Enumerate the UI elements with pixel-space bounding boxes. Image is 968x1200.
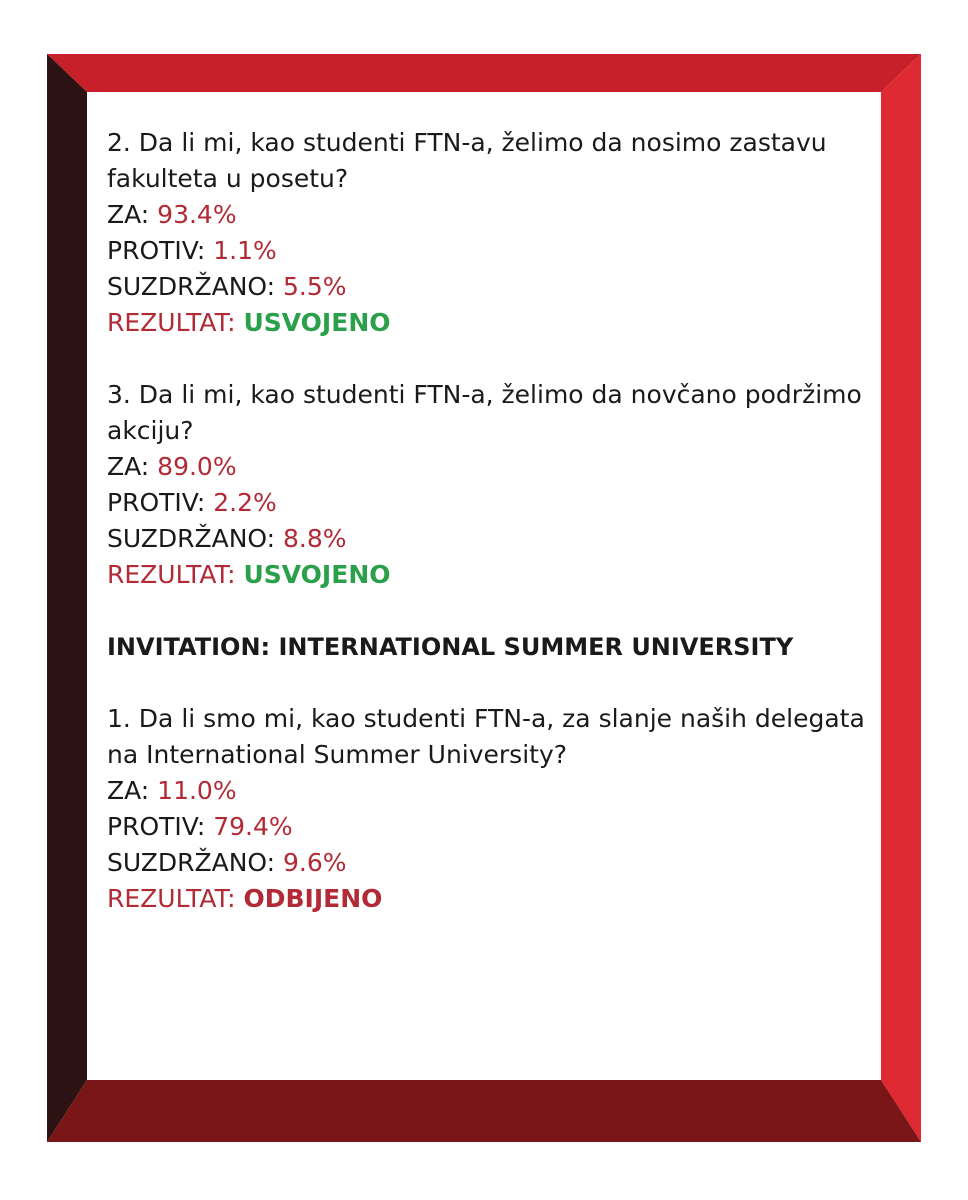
protiv-label: PROTIV:: [107, 236, 206, 265]
question-text: 1. Da li smo mi, kao studenti FTN-a, za slanje naših delegata na International Summer University?: [107, 704, 865, 769]
rezultat-value: USVOJENO: [243, 560, 391, 589]
rezultat-label: REZULTAT:: [107, 308, 236, 337]
protiv-row: [107, 233, 877, 269]
protiv-row: [107, 485, 877, 521]
rezultat-row: [107, 557, 877, 593]
za-row: [107, 449, 877, 485]
frame-right-bevel: [881, 54, 921, 1142]
za-label: ZA:: [107, 776, 150, 805]
za-value: 89.0%: [157, 452, 237, 481]
question-text: 2. Da li mi, kao studenti FTN-a, želimo da nosimo zastavu fakulteta u posetu?: [107, 128, 827, 193]
za-label: ZA:: [107, 452, 150, 481]
protiv-value: 1.1%: [213, 236, 277, 265]
suzdrzano-value: 9.6%: [283, 848, 347, 877]
frame-bottom-bevel: [47, 1080, 921, 1142]
suzdrzano-value: 8.8%: [283, 524, 347, 553]
poll-section-2: [107, 125, 877, 341]
suzdrzano-label: SUZDRŽANO:: [107, 524, 276, 553]
protiv-value: 79.4%: [213, 812, 293, 841]
suzdrzano-value: 5.5%: [283, 272, 347, 301]
suzdrzano-label: SUZDRŽANO:: [107, 272, 276, 301]
rezultat-label: REZULTAT:: [107, 560, 236, 589]
za-label: ZA:: [107, 200, 150, 229]
frame-left-bevel: [47, 54, 87, 1142]
suzdrzano-row: [107, 521, 877, 557]
poll-section-3: [107, 377, 877, 593]
rezultat-row: [107, 881, 877, 917]
za-value: 11.0%: [157, 776, 237, 805]
protiv-label: PROTIV:: [107, 488, 206, 517]
protiv-label: PROTIV:: [107, 812, 206, 841]
protiv-value: 2.2%: [213, 488, 277, 517]
protiv-row: [107, 809, 877, 845]
rezultat-row: [107, 305, 877, 341]
rezultat-label: REZULTAT:: [107, 884, 236, 913]
rezultat-value: USVOJENO: [243, 308, 391, 337]
za-value: 93.4%: [157, 200, 237, 229]
za-row: [107, 197, 877, 233]
suzdrzano-label: SUZDRŽANO:: [107, 848, 276, 877]
frame-top-bevel: [47, 54, 921, 92]
za-row: [107, 773, 877, 809]
invitation-heading: INVITATION: INTERNATIONAL SUMMER UNIVERSITY: [107, 633, 794, 661]
poll-results-content: [107, 125, 877, 953]
poll-section-invitation-1: [107, 701, 877, 917]
question-text: 3. Da li mi, kao studenti FTN-a, želimo da novčano podržimo akciju?: [107, 380, 862, 445]
suzdrzano-row: [107, 845, 877, 881]
suzdrzano-row: [107, 269, 877, 305]
rezultat-value: ODBIJENO: [243, 884, 383, 913]
